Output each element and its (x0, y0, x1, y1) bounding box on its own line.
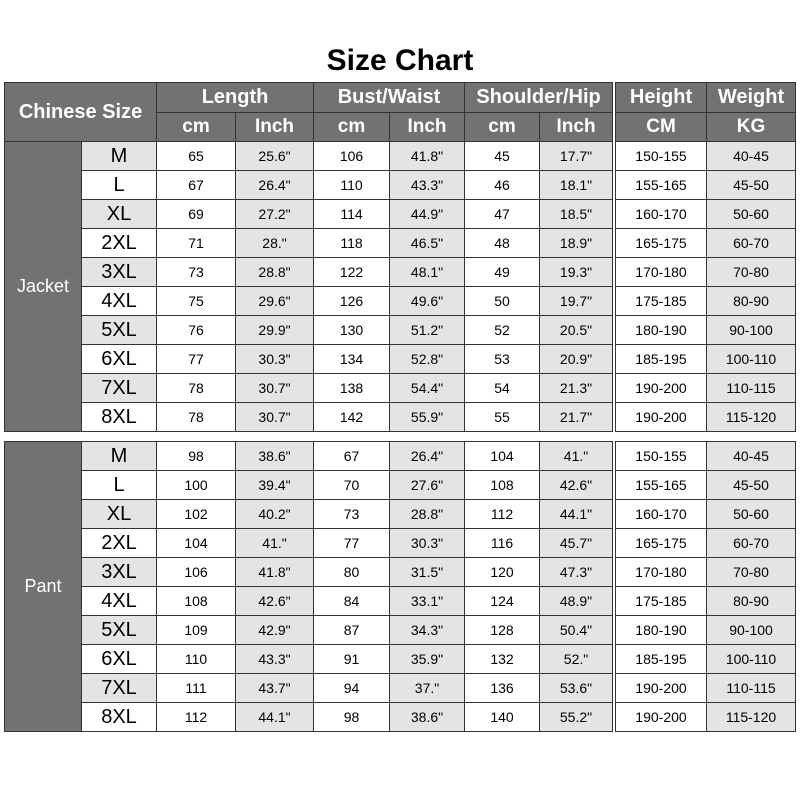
pant-fit-row (616, 529, 796, 558)
measurement-cell: 33.1" (390, 587, 465, 616)
measurement-cell: 77 (314, 529, 390, 558)
measurement-cell: 120 (465, 558, 540, 587)
measurement-cell: 18.1" (540, 171, 613, 200)
measurement-cell: 94 (314, 674, 390, 703)
height-range-cell: 185-195 (616, 345, 707, 374)
measurement-cell: 30.7" (236, 374, 314, 403)
height-range-cell: 150-155 (616, 142, 707, 171)
measurement-cell: 130 (314, 316, 390, 345)
measurement-cell: 84 (314, 587, 390, 616)
measurement-cell: 111 (157, 674, 236, 703)
measurement-cell: 122 (314, 258, 390, 287)
measurement-cell: 41.8" (236, 558, 314, 587)
size-label: M (82, 442, 157, 471)
measurement-cell: 76 (157, 316, 236, 345)
measurement-cell: 52.8" (390, 345, 465, 374)
height-range-cell: 175-185 (616, 587, 707, 616)
header-height-unit: CM (616, 113, 707, 142)
measurement-cell: 49 (465, 258, 540, 287)
size-label: 8XL (82, 403, 157, 432)
measurement-cell: 134 (314, 345, 390, 374)
height-range-cell: 190-200 (616, 374, 707, 403)
pant-row (5, 529, 613, 558)
header-height: Height (616, 83, 707, 113)
size-label: 2XL (82, 229, 157, 258)
weight-range-cell: 100-110 (707, 645, 796, 674)
header-bust-cm: cm (314, 113, 390, 142)
pant-row (5, 558, 613, 587)
header-length: Length (157, 83, 314, 113)
measurement-cell: 41." (236, 529, 314, 558)
height-range-cell: 160-170 (616, 200, 707, 229)
pant-row (5, 703, 613, 732)
weight-range-cell: 110-115 (707, 374, 796, 403)
jacket-row (5, 374, 613, 403)
measurement-cell: 48.1" (390, 258, 465, 287)
jacket-fit-row (616, 200, 796, 229)
height-range-cell: 165-175 (616, 229, 707, 258)
measurement-cell: 20.9" (540, 345, 613, 374)
measurement-cell: 31.5" (390, 558, 465, 587)
measurement-cell: 43.7" (236, 674, 314, 703)
weight-range-cell: 70-80 (707, 558, 796, 587)
measurement-cell: 73 (157, 258, 236, 287)
measurement-cell: 69 (157, 200, 236, 229)
weight-range-cell: 40-45 (707, 442, 796, 471)
measurement-cell: 110 (314, 171, 390, 200)
measurement-cell: 35.9" (390, 645, 465, 674)
size-label: 6XL (82, 345, 157, 374)
pant-row (5, 587, 613, 616)
height-range-cell: 190-200 (616, 703, 707, 732)
measurement-cell: 109 (157, 616, 236, 645)
header-weight-unit: KG (707, 113, 796, 142)
jacket-row (5, 403, 613, 432)
measurement-cell: 45 (465, 142, 540, 171)
header-shoulder-inch: Inch (540, 113, 613, 142)
weight-range-cell: 40-45 (707, 142, 796, 171)
header-bust-inch: Inch (390, 113, 465, 142)
pant-category-label: Pant (5, 442, 82, 732)
size-label: XL (82, 500, 157, 529)
measurement-cell: 54.4" (390, 374, 465, 403)
measurement-cell: 40.2" (236, 500, 314, 529)
jacket-row (5, 258, 613, 287)
size-label: 5XL (82, 616, 157, 645)
measurement-cell: 41." (540, 442, 613, 471)
size-label: 8XL (82, 703, 157, 732)
measurement-cell: 26.4" (390, 442, 465, 471)
height-range-cell: 165-175 (616, 529, 707, 558)
measurement-cell: 78 (157, 374, 236, 403)
measurement-cell: 47 (465, 200, 540, 229)
size-label: XL (82, 200, 157, 229)
measurement-cell: 27.6" (390, 471, 465, 500)
jacket-fit-row (616, 287, 796, 316)
measurement-cell: 80 (314, 558, 390, 587)
pant-fit-row (616, 558, 796, 587)
size-label: 5XL (82, 316, 157, 345)
measurement-cell: 55.9" (390, 403, 465, 432)
chart-title: Size Chart (326, 44, 474, 77)
measurement-cell: 26.4" (236, 171, 314, 200)
measurement-cell: 52 (465, 316, 540, 345)
measurement-cell: 102 (157, 500, 236, 529)
measurement-cell: 27.2" (236, 200, 314, 229)
height-range-cell: 170-180 (616, 558, 707, 587)
jacket-fit-table (615, 82, 796, 432)
measurement-cell: 71 (157, 229, 236, 258)
pant-fit-row (616, 500, 796, 529)
measurement-cell: 19.3" (540, 258, 613, 287)
weight-range-cell: 90-100 (707, 616, 796, 645)
measurement-cell: 34.3" (390, 616, 465, 645)
pant-fit-row (616, 703, 796, 732)
measurement-cell: 25.6" (236, 142, 314, 171)
measurement-cell: 42.6" (236, 587, 314, 616)
measurement-cell: 142 (314, 403, 390, 432)
pant-row (5, 500, 613, 529)
pant-fit-table (615, 441, 796, 732)
measurement-cell: 45.7" (540, 529, 613, 558)
size-label: 3XL (82, 258, 157, 287)
jacket-row (5, 142, 613, 171)
jacket-fit-row (616, 258, 796, 287)
measurement-cell: 37." (390, 674, 465, 703)
height-range-cell: 190-200 (616, 674, 707, 703)
jacket-measurement-table (4, 82, 613, 432)
pant-fit-row (616, 587, 796, 616)
measurement-cell: 106 (157, 558, 236, 587)
weight-range-cell: 50-60 (707, 200, 796, 229)
measurement-cell: 18.9" (540, 229, 613, 258)
measurement-cell: 21.3" (540, 374, 613, 403)
measurement-cell: 42.6" (540, 471, 613, 500)
measurement-cell: 39.4" (236, 471, 314, 500)
weight-range-cell: 50-60 (707, 500, 796, 529)
weight-range-cell: 45-50 (707, 171, 796, 200)
size-label: L (82, 171, 157, 200)
height-range-cell: 180-190 (616, 616, 707, 645)
measurement-cell: 104 (157, 529, 236, 558)
size-label: 7XL (82, 674, 157, 703)
size-label: 7XL (82, 374, 157, 403)
header-bust-waist: Bust/Waist (314, 83, 465, 113)
measurement-cell: 46.5" (390, 229, 465, 258)
measurement-cell: 124 (465, 587, 540, 616)
measurement-cell: 100 (157, 471, 236, 500)
pant-row (5, 471, 613, 500)
jacket-category-label: Jacket (5, 142, 82, 432)
measurement-cell: 55.2" (540, 703, 613, 732)
measurement-cell: 106 (314, 142, 390, 171)
measurement-cell: 30.3" (236, 345, 314, 374)
weight-range-cell: 110-115 (707, 674, 796, 703)
pant-fit-row (616, 645, 796, 674)
header-shoulder-hip: Shoulder/Hip (465, 83, 613, 113)
measurement-cell: 38.6" (236, 442, 314, 471)
measurement-cell: 132 (465, 645, 540, 674)
measurement-cell: 43.3" (236, 645, 314, 674)
weight-range-cell: 45-50 (707, 471, 796, 500)
measurement-cell: 28." (236, 229, 314, 258)
weight-range-cell: 70-80 (707, 258, 796, 287)
jacket-row (5, 316, 613, 345)
size-label: 3XL (82, 558, 157, 587)
measurement-cell: 47.3" (540, 558, 613, 587)
measurement-cell: 112 (465, 500, 540, 529)
measurement-cell: 54 (465, 374, 540, 403)
measurement-cell: 50 (465, 287, 540, 316)
jacket-fit-row (616, 316, 796, 345)
jacket-fit-row (616, 142, 796, 171)
measurement-cell: 55 (465, 403, 540, 432)
size-label: M (82, 142, 157, 171)
height-range-cell: 175-185 (616, 287, 707, 316)
measurement-cell: 108 (465, 471, 540, 500)
measurement-cell: 98 (157, 442, 236, 471)
measurement-cell: 21.7" (540, 403, 613, 432)
measurement-cell: 136 (465, 674, 540, 703)
header-chinese-size: Chinese Size (5, 83, 157, 142)
height-range-cell: 155-165 (616, 471, 707, 500)
measurement-cell: 126 (314, 287, 390, 316)
measurement-cell: 30.3" (390, 529, 465, 558)
size-label: 6XL (82, 645, 157, 674)
measurement-cell: 48 (465, 229, 540, 258)
measurement-cell: 116 (465, 529, 540, 558)
measurement-cell: 30.7" (236, 403, 314, 432)
measurement-cell: 18.5" (540, 200, 613, 229)
header-length-cm: cm (157, 113, 236, 142)
measurement-cell: 110 (157, 645, 236, 674)
pant-measurement-table (4, 441, 613, 732)
weight-range-cell: 80-90 (707, 287, 796, 316)
weight-range-cell: 80-90 (707, 587, 796, 616)
measurement-cell: 75 (157, 287, 236, 316)
size-label: 4XL (82, 287, 157, 316)
height-range-cell: 170-180 (616, 258, 707, 287)
measurement-cell: 118 (314, 229, 390, 258)
measurement-cell: 87 (314, 616, 390, 645)
measurement-cell: 138 (314, 374, 390, 403)
pant-fit-row (616, 674, 796, 703)
measurement-cell: 67 (157, 171, 236, 200)
measurement-cell: 48.9" (540, 587, 613, 616)
pant-row (5, 616, 613, 645)
measurement-cell: 44.9" (390, 200, 465, 229)
measurement-cell: 70 (314, 471, 390, 500)
measurement-cell: 77 (157, 345, 236, 374)
measurement-cell: 128 (465, 616, 540, 645)
size-label: L (82, 471, 157, 500)
measurement-cell: 20.5" (540, 316, 613, 345)
jacket-row (5, 345, 613, 374)
measurement-cell: 140 (465, 703, 540, 732)
measurement-cell: 19.7" (540, 287, 613, 316)
measurement-cell: 43.3" (390, 171, 465, 200)
measurement-cell: 78 (157, 403, 236, 432)
jacket-fit-row (616, 229, 796, 258)
header-shoulder-cm: cm (465, 113, 540, 142)
pant-fit-row (616, 616, 796, 645)
height-range-cell: 185-195 (616, 645, 707, 674)
measurement-cell: 28.8" (236, 258, 314, 287)
pant-fit-row (616, 471, 796, 500)
measurement-cell: 38.6" (390, 703, 465, 732)
jacket-row (5, 200, 613, 229)
measurement-cell: 29.6" (236, 287, 314, 316)
measurement-cell: 73 (314, 500, 390, 529)
measurement-cell: 28.8" (390, 500, 465, 529)
measurement-cell: 53 (465, 345, 540, 374)
pant-row (5, 674, 613, 703)
weight-range-cell: 100-110 (707, 345, 796, 374)
header-length-inch: Inch (236, 113, 314, 142)
height-range-cell: 180-190 (616, 316, 707, 345)
measurement-cell: 112 (157, 703, 236, 732)
weight-range-cell: 90-100 (707, 316, 796, 345)
measurement-cell: 46 (465, 171, 540, 200)
size-label: 2XL (82, 529, 157, 558)
height-range-cell: 155-165 (616, 171, 707, 200)
measurement-cell: 65 (157, 142, 236, 171)
measurement-cell: 108 (157, 587, 236, 616)
measurement-cell: 41.8" (390, 142, 465, 171)
measurement-cell: 29.9" (236, 316, 314, 345)
measurement-cell: 51.2" (390, 316, 465, 345)
measurement-cell: 53.6" (540, 674, 613, 703)
measurement-cell: 17.7" (540, 142, 613, 171)
header-weight: Weight (707, 83, 796, 113)
jacket-row (5, 229, 613, 258)
measurement-cell: 98 (314, 703, 390, 732)
measurement-cell: 50.4" (540, 616, 613, 645)
jacket-fit-row (616, 171, 796, 200)
size-label: 4XL (82, 587, 157, 616)
jacket-fit-row (616, 345, 796, 374)
pant-row (5, 645, 613, 674)
jacket-fit-row (616, 403, 796, 432)
jacket-row (5, 171, 613, 200)
jacket-row (5, 287, 613, 316)
measurement-cell: 49.6" (390, 287, 465, 316)
weight-range-cell: 60-70 (707, 529, 796, 558)
measurement-cell: 44.1" (236, 703, 314, 732)
pant-row (5, 442, 613, 471)
height-range-cell: 160-170 (616, 500, 707, 529)
pant-fit-row (616, 442, 796, 471)
measurement-cell: 91 (314, 645, 390, 674)
measurement-cell: 114 (314, 200, 390, 229)
measurement-cell: 104 (465, 442, 540, 471)
measurement-cell: 52." (540, 645, 613, 674)
measurement-cell: 67 (314, 442, 390, 471)
jacket-fit-row (616, 374, 796, 403)
height-range-cell: 190-200 (616, 403, 707, 432)
weight-range-cell: 115-120 (707, 403, 796, 432)
weight-range-cell: 60-70 (707, 229, 796, 258)
measurement-cell: 42.9" (236, 616, 314, 645)
measurement-cell: 44.1" (540, 500, 613, 529)
height-range-cell: 150-155 (616, 442, 707, 471)
weight-range-cell: 115-120 (707, 703, 796, 732)
